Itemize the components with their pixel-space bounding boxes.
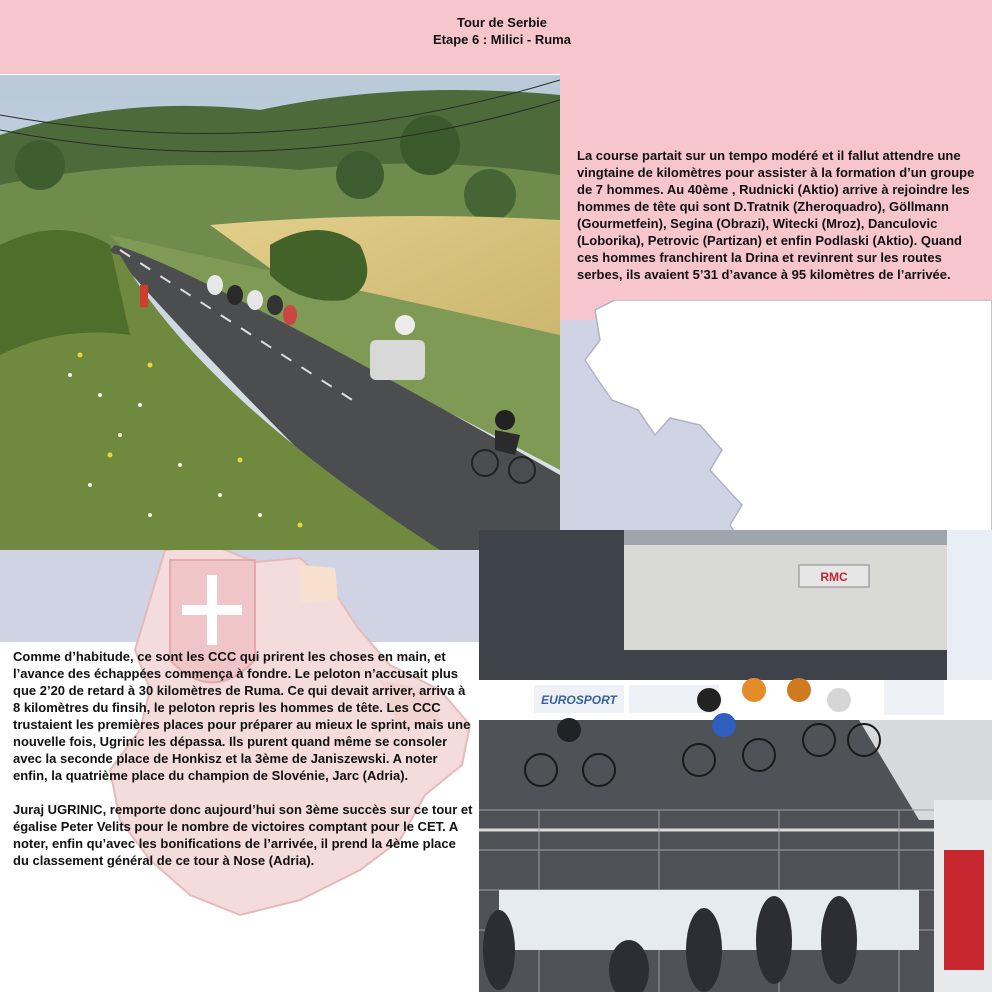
map-silhouette-right (560, 300, 992, 540)
page-header (0, 14, 992, 48)
finish-paragraph-2: Juraj UGRINIC, remporte donc aujourd’hui son 3ème succès sur ce tour et égalise Peter Velits pour le nombre de victoires comptant pour le CET. A noter, enfin qu’avec les bonifications de l’arrivée, il prend la 4ème place du classement général de ce tour à Nose (Adria). (13, 802, 473, 868)
page-subtitle: Etape 6 : Milici - Ruma (433, 32, 571, 47)
eurosport-sign: EUROSPORT (541, 693, 617, 707)
page-title: Tour de Serbie (456, 15, 548, 30)
rmc-sign: RMC (820, 570, 848, 584)
race-breakaway-photo (0, 75, 560, 550)
race-finish-text (13, 648, 475, 869)
sprint-finish-photo (479, 530, 992, 992)
finish-paragraph-1: Comme d’habitude, ce sont les CCC qui prirent les choses en main, et l’avance des échappées commença à fondre. Le peloton n’accusait plus que 2’20 de retard à 30 kilomètres de Ruma. Ce qui devait arriver, arriva à 8 kilomètres du finsih, le peloton repris les hommes de tête. Les CCC trustaient les premières places pour préparer au mieux le sprint, mais une nouvelle fois, Ugrinic les dépassa. Ils purent quand même se consoler avec la seconde place de Honkisz et la 3ème de Janiszewski. A noter enfin, la quatrième place du champion de Slovénie, Jarc (Adria). (13, 649, 471, 783)
race-summary-paragraph: La course partait sur un tempo modéré et il fallut attendre une vingtaine de kilomètres pour assister à la formation d’un groupe de 7 hommes. Au 40ème , Rudnicki (Aktio) arrive à rejoindre les hommes de tête qui sont D.Tratnik (Zheroquadro), Göllmann (Gourmetfein), Segina (Obrazi), Witecki (Mroz), Danculovic (Loborika), Petrovic (Partizan) et enfin Podlaski (Aktio). Quand ces hommes franchirent la Drina et revinrent sur les routes serbes, ils avaient 5’31 d’avance à 95 kilomètres de l’arrivée. (577, 148, 975, 282)
